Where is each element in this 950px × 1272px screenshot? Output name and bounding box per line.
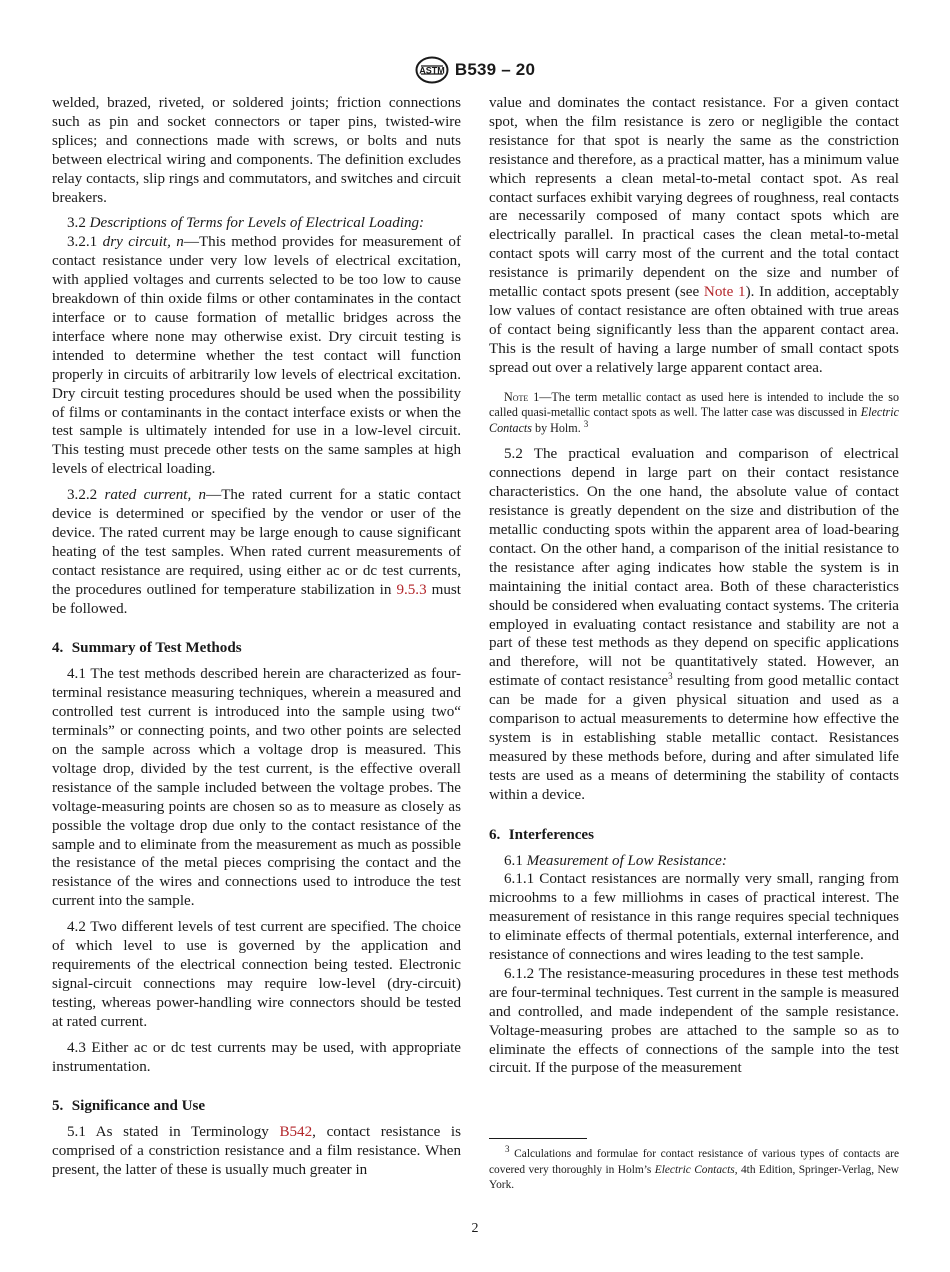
footnote-3 (489, 1144, 900, 1194)
section-3-2-number: 3.2 (67, 215, 86, 232)
paragraph-6-1-2: 6.1.2 The resistance-measuring procedures in these test methods are four-terminal techniques. Test current in the sample is measured and controlled, and made independent of the sample resistance. Voltage-measuring probes are attached to the sample so as to eliminate the effects of connections of the sample into the test circuit. If the purpose of the measurement (489, 965, 899, 1077)
footnote-3-marker: 3 (505, 1144, 510, 1155)
paragraph-5-2-end: resulting from good metallic contact can be made for a given physical situation and used as a comparison to actual measurements to determine how effective the system is in establishing stable metallic contact. Resistances measured by these methods before, during and after simulated life tests are used as a means of determining the stability of contacts within a device. (489, 673, 899, 803)
section-5-number: 5. (52, 1098, 64, 1115)
note-1-footnote-ref: 3 (583, 418, 589, 429)
section-4-heading (52, 639, 461, 658)
paragraph-4-3: 4.3 Either ac or dc test currents may be used, with appropriate instrumentation. (52, 1039, 461, 1075)
paragraph-4-2: 4.2 Two different levels of test current are specified. The choice of which level to use is governed by the application and requirements of the electrical connection being tested. Electronic signal-circuit connections may require low-level (dry-circuit) testing, whereas power-handling wire connectors should be tested at rated current. (52, 919, 461, 1030)
paragraph-5-1-end: , contact resistance is comprised of a constriction resistance and a film resistance. When present, the latter of these is usually much greater in (52, 1124, 461, 1179)
left-column (52, 94, 461, 1180)
paragraph-5-1-continued (489, 94, 899, 378)
note-1-book-title: Electric Contacts (489, 405, 899, 435)
paragraph-4-1: 4.1 The test methods described herein are characterized as four-terminal resistance measuring techniques, wherein a measured and controlled test current is introduced into the sample using two“ terminals” or connecting points, and two other points are selected on the sample across which a voltage drop is measured. This voltage drop, divided by the test current, is the effective overall resistance of the sample included between the voltage probes. The voltage-measuring points are chosen so as to measure as closely as possible the voltage drop due only to the contact resistance of the sample and to eliminate from the measurement as much as possible the resistance of the metal pieces comprising the contact and the resistance of the wires and connections used to introduce the test current into the sample. (52, 666, 461, 910)
paragraph-3-1-continued: welded, brazed, riveted, or soldered joints; friction connections such as pin and socket connectors or taper pins, twisted-wire splices; and connections made with screws, or bolts and nuts between electrical wiring and components. The definition excludes relay contacts, slip rings and commutators, and switches and circuit breakers. (52, 95, 461, 206)
astm-logo-icon (415, 56, 449, 84)
footnote-divider (489, 1138, 587, 1139)
paragraph-5-1 (52, 1123, 461, 1180)
term-rated-current: rated current, n (104, 487, 207, 504)
term-dry-circuit: dry circuit, n (102, 234, 184, 251)
section-3-2-2 (52, 486, 461, 618)
paragraph-5-2-start: 5.2 The practical evaluation and comparison of electrical connections depend in large part on their contact resistance characteristics. On the one hand, the absolute value of contact resistance is greatly dependent on the size and distribution of the metallic conducting spots within the apparent area of load-bearing contact. On the other hand, a comparison of the initial resistance to the resistance after aging indicates how stable the system is in maintaining the initial contact area. Both of these characteristics should be considered when evaluating contact systems. The criteria employed in evaluating contact resistance and stability are not a part of these test methods as they depend on specific applications and therefore, will not be quantitatively stated. However, an estimate of contact resistance (489, 446, 899, 690)
section-5-heading (52, 1097, 461, 1116)
paragraph-5-1-start: 5.1 As stated in Terminology (67, 1124, 280, 1141)
link-note-1[interactable]: Note 1 (703, 284, 746, 301)
section-6-1 (489, 852, 899, 871)
paragraph-5-1-cont-start: value and dominates the contact resistance. For a given contact spot, when the film resistance is zero or negligible the contact resistance for that spot is nearly the same as the constriction resistance and therefore, as a practical matter, has a minimum value which represents a clean metal-to-metal contact spot. As real contact surfaces exhibit varying degrees of roughness, real contacts are necessarily composed of many contact spots which are electrically parallel. In practical cases the clean metal-to-metal contact spots will carry most of the current and the total contact resistance is primarily dependent on the size and number of metallic contact spots present (see (489, 95, 899, 301)
section-3-2-1-number: 3.2.1 (67, 234, 98, 251)
section-4-title: Summary of Test Methods (71, 640, 242, 657)
link-b542[interactable]: B542 (279, 1124, 313, 1141)
section-3-2-2-tail: must be followed. (52, 581, 461, 617)
footnote-3-book-title: Electric Contacts (654, 1163, 735, 1176)
note-1-text-end: by Holm. (532, 420, 581, 435)
note-1-label: Note 1 (504, 389, 540, 404)
paragraph-5-2-footnote-ref: 3 (668, 671, 673, 682)
paragraph-6-1-1: 6.1.1 Contact resistances are normally very small, ranging from microohms to a few milliohms in cases of practical interest. The measurement of resistance in this range requires special techniques to eliminate effects of thermal potentials, external interference, and resistance of connections and wires leading to the test sample. (489, 871, 899, 964)
section-3-2-1-text: —This method provides for measurement of contact resistance under very low levels of electrical excitation, with applied voltages and currents selected to be too low to cause breakdown of thin oxide films or other contaminates in the contact interface or to cause formation of metallic bridges across the interface where none may otherwise exist. Dry circuit testing is intended to determine whether the test contact will function properly in circuits of arbitrarily low levels of electrical excitation. Dry circuit testing procedures should be used when the possibility of films or contaminants in the contact interface exists or when the test sample is ultimately intended for use in a low-level circuit. This testing must precede other tests on the same samples at high levels of electrical loading. (52, 234, 461, 478)
right-column (489, 94, 899, 1078)
section-6-1-number: 6.1 (504, 852, 523, 869)
footnote-3-text: Calculations and formulae for contact resistance of various types of contacts are covered very thoroughly in Holm’s (489, 1148, 899, 1176)
paragraph-5-2 (489, 445, 899, 804)
paragraph-5-1-cont-end: ). In addition, acceptably low values of contact resistance are often obtained with true areas of contact being significantly less than the apparent contact area. This is the result of having a large number of small contact spots spread out over a relatively large apparent contact area. (489, 284, 899, 376)
section-6-heading (489, 826, 899, 845)
page-number: 2 (471, 1221, 479, 1236)
section-6-number: 6. (489, 826, 501, 843)
link-9-5-3[interactable]: 9.5.3 (396, 581, 427, 598)
standard-designation: B539 – 20 (454, 60, 536, 79)
section-3-2-1 (52, 233, 461, 479)
page-header (0, 56, 950, 84)
section-6-1-title: Measurement of Low Resistance: (526, 852, 727, 869)
footnote-3-text-end: , 4th Edition, Springer-Verlag, New York. (489, 1163, 900, 1192)
section-3-2-2-number: 3.2.2 (67, 487, 98, 504)
note-1-text: —The term metallic contact as used here is intended to include the so called quasi-metallic contact spots as well. The latter case was discussed in (489, 389, 900, 420)
section-6-title: Interferences (508, 826, 594, 843)
section-4-number: 4. (52, 640, 64, 657)
section-3-2-2-text: —The rated current for a static contact device is determined or specified by the vendor or user of the device. The rated current may be large enough to cause significant heating of the test samples. When rated current measurements of contact resistance are required, using either ac or dc test currents, the procedures outlined for temperature stabilization in (52, 487, 461, 598)
note-1 (489, 390, 899, 437)
section-3-2-title: Descriptions of Terms for Levels of Electrical Loading: (89, 215, 425, 232)
logo-text: ASTM (419, 65, 445, 76)
section-3-2 (52, 214, 461, 233)
section-5-title: Significance and Use (71, 1098, 206, 1115)
